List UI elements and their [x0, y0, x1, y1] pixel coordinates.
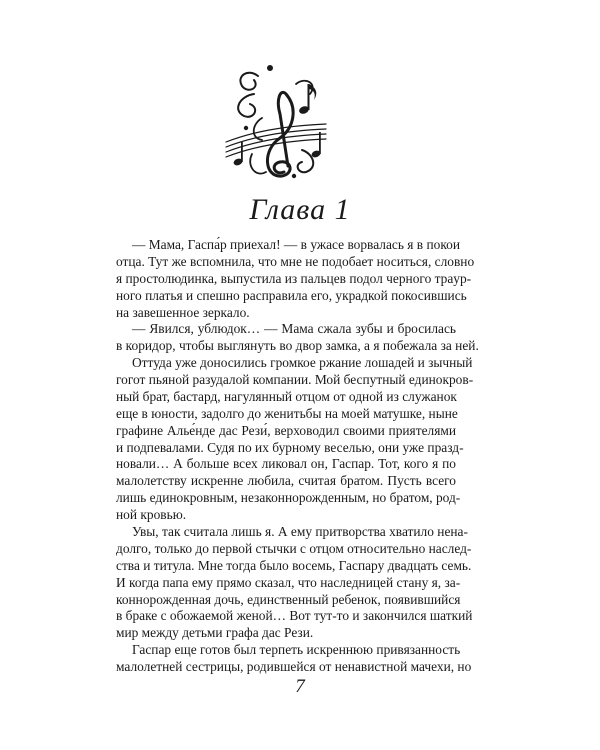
text-line: Увы, так считала лишь я. А ему притворства хватило нена- [132, 524, 468, 539]
text-line: графине Алье́нде дас Рези́, верховодил своими приятелями [116, 422, 456, 438]
text-line: ной кровью. [116, 507, 187, 523]
text-line: ный брат, бастард, нагулянный отцом от одной из служанок [116, 388, 457, 404]
text-line: — Мама, Гаспа́р приехал! — в ужасе ворвалась я в покои [132, 237, 461, 252]
text-line: мир между детьми графа дас Рези. [116, 625, 314, 641]
text-line: в браке с обожаемой женой… Вот тут-то и закончился шаткий [116, 608, 473, 624]
page-number: 7 [295, 676, 305, 697]
text-line: и подпевалами. Судя по их бурному веселью, они уже празд- [116, 439, 464, 455]
text-line: лишь единокровным, незаконнорожденным, но братом, род- [116, 490, 461, 506]
text-line: гогот пьяной разудалой компании. Мой беспутный единокров- [116, 372, 474, 387]
text-line: на завешенное зеркало. [116, 304, 250, 320]
text-line: малолетству искренне любила, считая братом. Пусть всего [116, 473, 456, 489]
text-line: я простолюдинка, выпустила из пальцев подол черного трaур- [116, 270, 472, 286]
text-line: — Явился, ублюдок… — Мама сжала зубы и бросилась [132, 321, 456, 337]
chapter-title: Глава 1 [249, 193, 351, 226]
text-line: Гаспар еще готов был терпеть искреннюю привязанность [132, 642, 461, 658]
text-line: малолетней сестрицы, родившейся от ненавистной мачехи, но [116, 659, 472, 674]
text-line: долго, только до первой стычки с отцом относительно наслед- [116, 540, 472, 556]
text-line: новали… А больше всех ликовал он, Гаспар. Тот, кого я по [116, 456, 456, 472]
text-line: еще в юности, задолго до женитьбы на моей матушке, ныне [116, 405, 458, 421]
text-line: ного платья и спешно расправила его, украдкой покосившись [116, 287, 467, 303]
text-line: отца. Тут же вспомнила, что мне не подобает носиться, словно [116, 253, 475, 269]
text-line: ства и титула. Мне тогда было восемь, Гаспару двадцать семь. [116, 557, 472, 573]
treble-clef-music-ornament-icon [222, 54, 332, 184]
text-line: коннорожденная дочь, единственный ребенок, появившийся [116, 591, 461, 607]
text-line: И когда папа ему прямо сказал, что наследницей стану я, за- [116, 574, 461, 590]
text-line: в коридор, чтобы выглянуть во двор замка, а я побежала за ней. [116, 338, 479, 354]
text-line: Оттуда уже доносились громкое ржание лошадей и зычный [132, 355, 473, 371]
